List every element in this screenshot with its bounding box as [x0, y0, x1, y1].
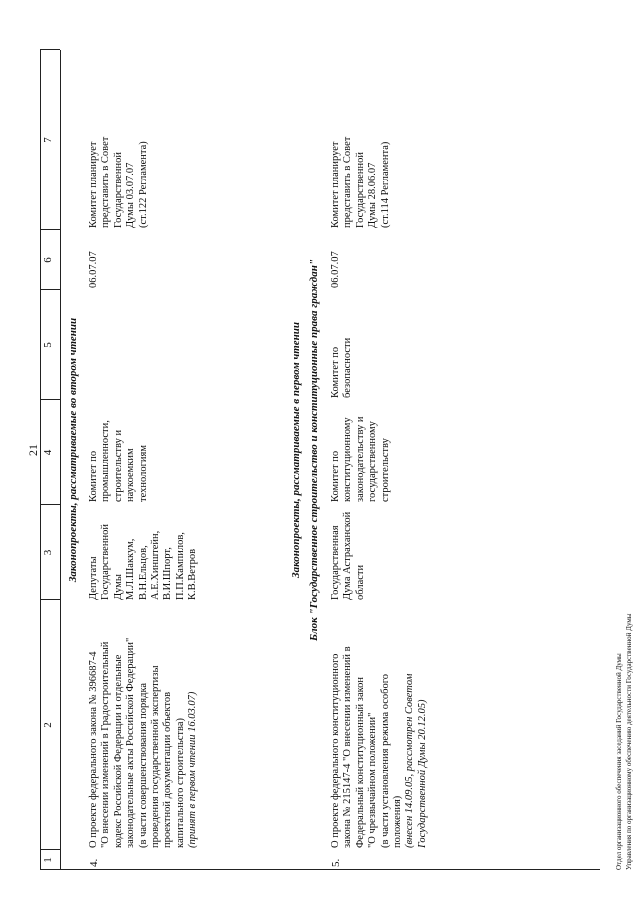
row-5-title: О проекте федерального конституционного закона № 215147-4 "О внесении изменений в Федеральный конституционный закон "О чрезвычайном положении" (в части установления режима особого положения) (внесен 14.09.05, рассмотрен Советом Государственной Думы 20.12.05)	[330, 600, 429, 848]
row-5-committee: Комитет по конституционному законодательству и государственному строительству	[330, 416, 391, 502]
row-5-initiators: Государственная Дума Астраханской области	[330, 511, 366, 600]
row-5-note-line-1: (внесен 14.09.05, рассмотрен Советом	[404, 673, 416, 848]
row-number-4: 4.	[88, 858, 100, 867]
col-border-left	[40, 869, 600, 870]
row-4-date: 06.07.07	[88, 251, 99, 288]
column-number-5: 5	[42, 342, 54, 348]
row-4-committee: Комитет по промышленности, строительству и наукоемким технологиям	[88, 420, 149, 502]
section-heading-first-reading: Законопроекты, рассматриваемые в первом чтении	[290, 322, 302, 578]
column-number-3: 3	[42, 549, 54, 556]
row-4-title: О проекте федерального закона № 396687-4 "О внесении изменений в Градостроительный кодекс Российской Федерации и отдельные законодательные акты Российской Федерации" (в части совершенствования порядка проведения государственной экспертизы проектной документации объектов капитального строительства) (принят в первом чтении 16.03.07)	[88, 600, 200, 848]
column-number-7: 7	[42, 137, 54, 143]
page-number: 21	[26, 444, 40, 456]
footer-line-1: Отдел организационного обеспечения заседаний Государственной Думы	[615, 653, 623, 870]
column-number-1: 1	[42, 857, 54, 863]
row-4-status: Комитет планирует представить в Совет Государственной Думы 03.07.07 (ст.122 Регламента)	[88, 136, 149, 228]
column-number-6: 6	[42, 257, 54, 263]
row-4-initiators: Депутаты Государственной Думы М.Л.Шаккум, В.Н.Ельцов, А.Е.Хинштейн, В.И.Шпорт, П.П.Кампилов, К.В.Ветров	[88, 524, 199, 600]
row-5-note-line-2: Государственной Думы 20.12.05)	[416, 699, 428, 848]
table-header-border	[60, 50, 61, 870]
block-heading: Блок "Государственное строительство и конституционные права граждан"	[308, 259, 320, 641]
row-5-co-committee: Комитет по безопасности	[330, 337, 354, 398]
row-number-5: 5.	[330, 858, 342, 867]
column-number-2: 2	[42, 722, 54, 728]
row-4-note: (принят в первом чтении 16.03.07)	[187, 691, 199, 848]
row-5-date: 06.07.07	[330, 251, 341, 288]
rotated-page	[40, 30, 640, 870]
row-5-status: Комитет планирует представить в Совет Государственной Думы 28.06.07 (ст.114 Регламента)	[330, 136, 391, 228]
table-top-border	[40, 50, 41, 870]
column-number-4: 4	[42, 449, 54, 456]
section-heading-second-reading: Законопроекты, рассматриваемые во втором чтении	[67, 317, 79, 583]
footer-line-2: Управления по организационному обеспечению деятельности Государственной Думы	[625, 613, 633, 870]
